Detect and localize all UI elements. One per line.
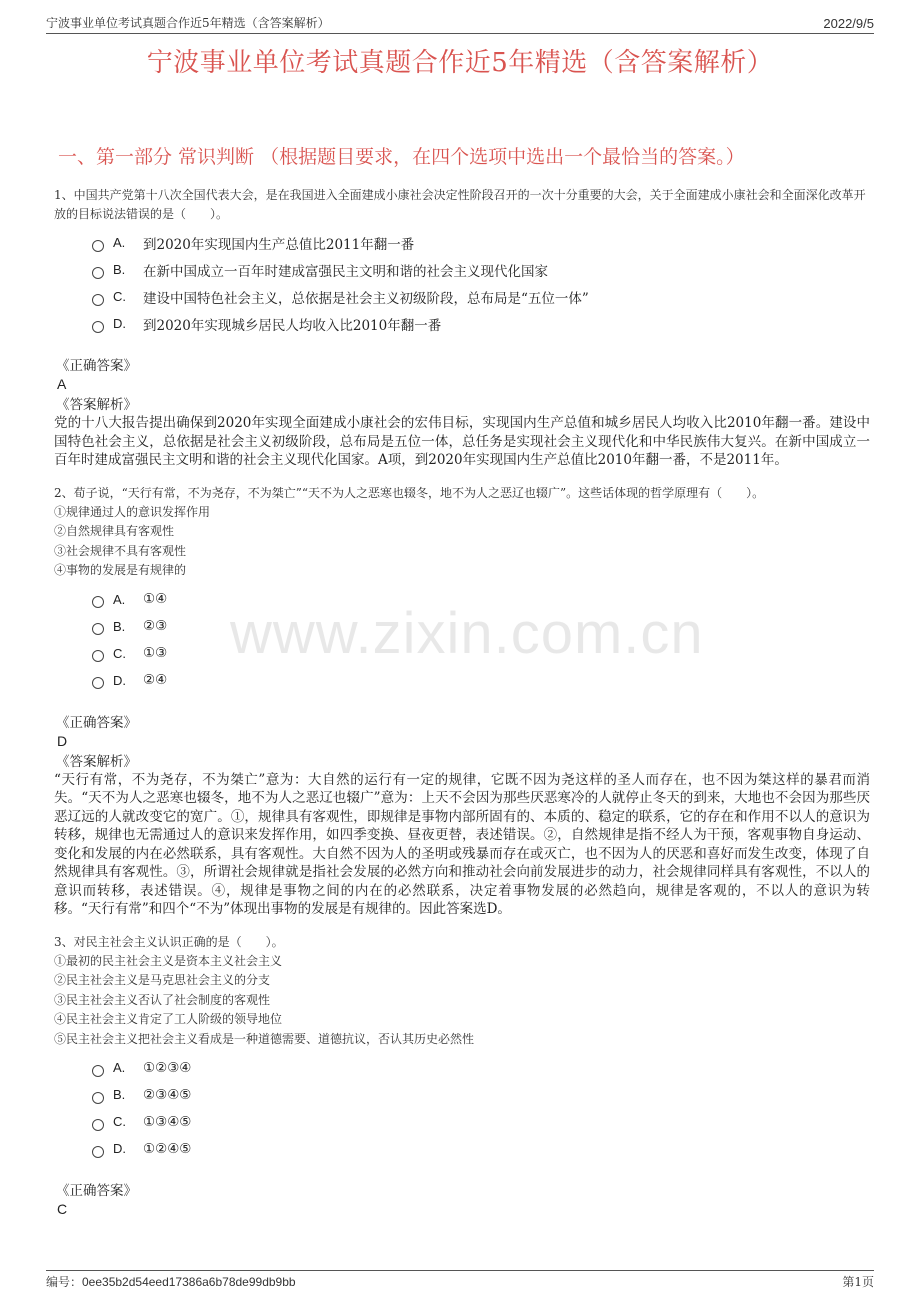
header-doc-title: 宁波事业单位考试真题合作近5年精选（含答案解析） bbox=[46, 16, 330, 30]
statement-item: ③社会规律不具有客观性 bbox=[54, 543, 187, 558]
watermark: www.zixin.com.cn bbox=[230, 601, 704, 666]
option-text: ①②③④ bbox=[143, 1059, 192, 1076]
page-number: 第1页 bbox=[842, 1275, 874, 1289]
option-c[interactable] bbox=[92, 1108, 870, 1135]
option-list bbox=[92, 229, 870, 337]
answer-label: 《正确答案》 bbox=[56, 1183, 137, 1199]
radio-icon[interactable] bbox=[92, 650, 104, 662]
statement-item: ④民主社会主义肯定了工人阶级的领导地位 bbox=[54, 1012, 283, 1026]
question-stem: 3、对民主社会主义认识正确的是（ ）。 bbox=[54, 934, 284, 949]
option-text: ②④ bbox=[143, 672, 168, 688]
radio-icon[interactable] bbox=[92, 294, 104, 306]
option-letter: A. bbox=[113, 1060, 126, 1075]
option-d[interactable] bbox=[92, 667, 870, 694]
radio-icon[interactable] bbox=[92, 240, 104, 252]
question-2 bbox=[52, 484, 870, 919]
explanation-label: 《答案解析》 bbox=[56, 753, 137, 770]
option-b[interactable] bbox=[92, 256, 870, 283]
statement-item: ②民主社会主义是马克思社会主义的分支 bbox=[54, 973, 271, 987]
radio-icon[interactable] bbox=[92, 677, 104, 689]
option-letter: A. bbox=[113, 591, 126, 607]
radio-icon[interactable] bbox=[92, 267, 104, 279]
option-list bbox=[92, 586, 870, 694]
explanation-text: “天行有常，不为尧存，不为桀亡”意为：大自然的运行有一定的规律，它既不因为尧这样的圣人而存在，也不因为桀这样的暴君而消失。“天不为人之恶寒也辍冬，地不为人之恶辽也辍广”意为：上天不会因为那些厌恶寒冷的人就停止冬天的到来，大地也不会因为那些厌恶辽远的人就改变它的宽广。①，规律具有客观性，即规律是事物内部所固有的、本质的、稳定的联系，它的存在和作用不以人的意识为转移，规律也无需通过人的意识来发挥作用，如四季变换、昼夜更替，表述错误。②，自然规律是指不经人为干预，客观事物自身运动、变化和发展的内在必然联系，具有客观性。大自然不因为人的圣明或残暴而存在或灭亡，也不因为人的厌恶和喜好而发生改变，体现了自然规律具有客观性。③，所谓社会规律就是指社会发展的必然方向和推动社会向前发展进步的动力，社会规律同样具有客观性，不以人的意识而转移，表述错误。④，规律是事物之间的内在的必然联系，决定着事物发展的必然趋向，规律是客观的，不以人的意识为转移。“天行有常”和四个“不为”体现出事物的发展是有规律的。因此答案选D。 bbox=[54, 771, 870, 917]
option-letter: B. bbox=[113, 1087, 126, 1102]
document-title: 宁波事业单位考试真题合作近5年精选（含答案解析） bbox=[146, 48, 774, 78]
option-text: ①③④⑤ bbox=[143, 1113, 192, 1130]
option-text: 到2020年实现国内生产总值比2011年翻一番 bbox=[143, 236, 415, 253]
option-letter: B. bbox=[113, 262, 126, 277]
radio-icon[interactable] bbox=[92, 1065, 104, 1077]
question-stem: 2、荀子说，“天行有常，不为尧存，不为桀亡”“天不为人之恶寒也辍冬，地不为人之恶辽也辍广”。这些话体现的哲学原理有（ ）。 bbox=[54, 485, 765, 500]
statement-item: ①规律通过人的意识发挥作用 bbox=[54, 504, 211, 519]
running-footer bbox=[46, 1270, 874, 1290]
option-text: ②③ bbox=[143, 618, 168, 634]
radio-icon[interactable] bbox=[92, 1092, 104, 1104]
radio-icon[interactable] bbox=[92, 596, 104, 608]
option-a[interactable] bbox=[92, 586, 870, 613]
statement-item: ②自然规律具有客观性 bbox=[54, 524, 175, 538]
explanation-label: 《答案解析》 bbox=[56, 397, 137, 413]
option-b[interactable] bbox=[92, 1081, 870, 1108]
answer-value: A bbox=[57, 376, 67, 392]
running-header bbox=[46, 14, 874, 34]
option-letter: D. bbox=[113, 1141, 126, 1156]
question-3 bbox=[52, 933, 870, 1219]
option-d[interactable] bbox=[92, 1135, 870, 1162]
option-text: 到2020年实现城乡居民人均收入比2010年翻一番 bbox=[143, 317, 442, 334]
radio-icon[interactable] bbox=[92, 1119, 104, 1131]
option-text: 在新中国成立一百年时建成富强民主文明和谐的社会主义现代化国家 bbox=[143, 263, 548, 280]
radio-icon[interactable] bbox=[92, 321, 104, 333]
option-list bbox=[92, 1054, 870, 1162]
question-stem: 1、中国共产党第十八次全国代表大会，是在我国进入全面建成小康社会决定性阶段召开的一次十分重要的大会，关于全面建成小康社会和全面深化改革开放的目标说法错误的是（ ）。 bbox=[54, 188, 866, 221]
option-letter: C. bbox=[113, 645, 126, 661]
option-c[interactable] bbox=[92, 283, 870, 310]
option-letter: A. bbox=[113, 235, 126, 250]
option-letter: D. bbox=[113, 672, 126, 688]
option-text: 建设中国特色社会主义，总依据是社会主义初级阶段，总布局是“五位一体” bbox=[143, 290, 589, 307]
option-c[interactable] bbox=[92, 640, 870, 667]
answer-label: 《正确答案》 bbox=[56, 358, 137, 374]
option-text: ①④ bbox=[143, 591, 168, 607]
answer-value: C bbox=[57, 1201, 68, 1217]
option-b[interactable] bbox=[92, 613, 870, 640]
explanation-text: 党的十八大报告提出确保到2020年实现全面建成小康社会的宏伟目标，实现国内生产总值和城乡居民人均收入比2010年翻一番。建设中国特色社会主义，总依据是社会主义初级阶段，总布局是五位一体，总任务是实现社会主义现代化和中华民族伟大复兴。在新中国成立一百年时建成富强民主文明和谐的社会主义现代化国家。A项，到2020年实现国内生产总值比2010年翻一番，不是2011年。 bbox=[54, 415, 870, 468]
option-a[interactable] bbox=[92, 229, 870, 256]
option-text: ①②④⑤ bbox=[143, 1140, 192, 1157]
option-letter: C. bbox=[113, 1114, 126, 1129]
question-1 bbox=[52, 186, 870, 470]
question-list bbox=[52, 186, 870, 1232]
header-date: 2022/9/5 bbox=[823, 16, 874, 31]
document-code: 编号：0ee35b2d54eed17386a6b78de99db9bb bbox=[46, 1275, 296, 1289]
option-text: ①③ bbox=[143, 645, 168, 661]
section-title: 一、第一部分 常识判断 （根据题目要求，在四个选项中选出一个最恰当的答案。） bbox=[58, 146, 745, 168]
statement-item: ④事物的发展是有规律的 bbox=[54, 563, 187, 577]
statement-item: ③民主社会主义否认了社会制度的客观性 bbox=[54, 992, 271, 1007]
option-letter: C. bbox=[113, 289, 126, 304]
radio-icon[interactable] bbox=[92, 623, 104, 635]
option-a[interactable] bbox=[92, 1054, 870, 1081]
option-d[interactable] bbox=[92, 310, 870, 337]
answer-label: 《正确答案》 bbox=[56, 714, 137, 731]
option-letter: D. bbox=[113, 316, 126, 331]
statement-item: ⑤民主社会主义把社会主义看成是一种道德需要、道德抗议，否认其历史必然性 bbox=[54, 1031, 475, 1046]
option-letter: B. bbox=[113, 618, 126, 634]
statement-item: ①最初的民主社会主义是资本主义社会主义 bbox=[54, 953, 283, 968]
option-text: ②③④⑤ bbox=[143, 1086, 192, 1103]
answer-value: D bbox=[57, 732, 68, 749]
radio-icon[interactable] bbox=[92, 1146, 104, 1158]
